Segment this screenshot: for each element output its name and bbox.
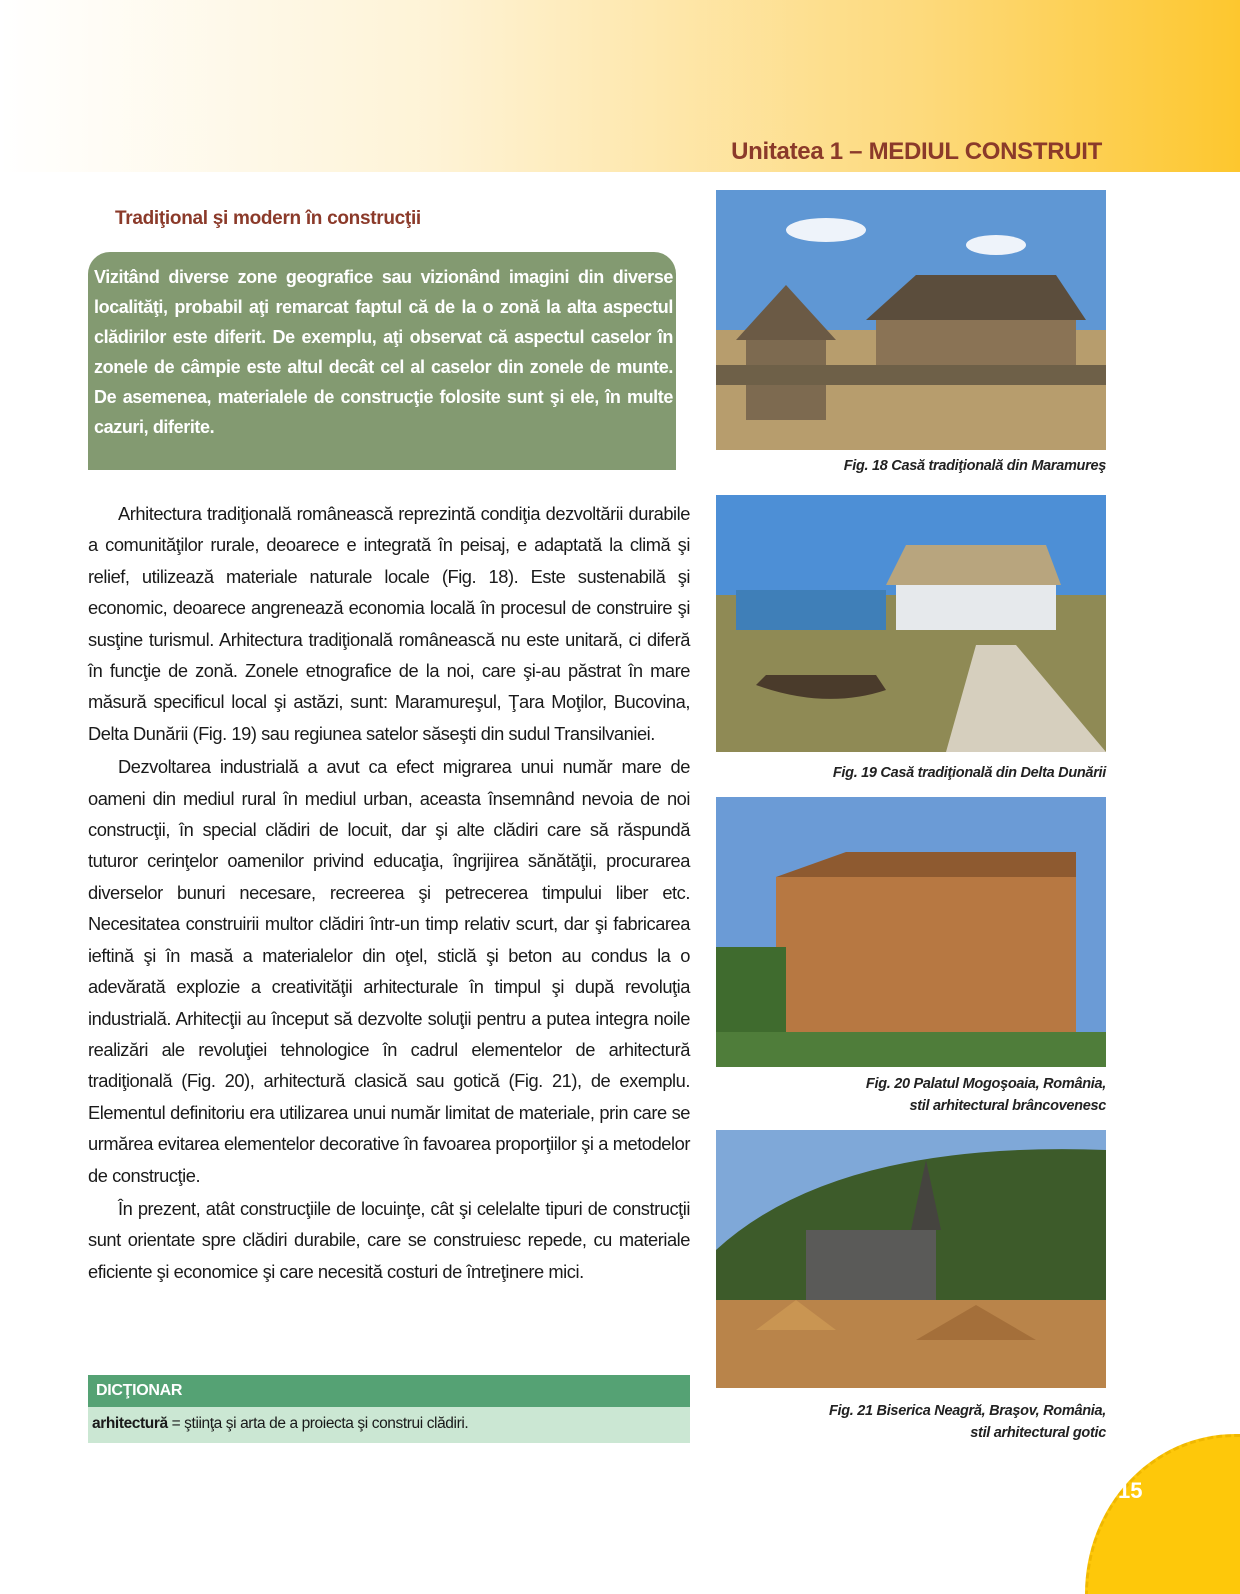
unit-title: Unitatea 1 – MEDIUL CONSTRUIT: [731, 138, 1102, 165]
figure-21-caption: [706, 1400, 1106, 1444]
dictionary-title: DICŢIONAR: [88, 1375, 690, 1407]
dictionary-term: arhitectură: [92, 1415, 168, 1432]
dictionary-definition: = ştiinţa şi arta de a proiecta şi construi clădiri.: [167, 1415, 469, 1432]
page-number-badge: [1085, 1434, 1240, 1594]
section-title: Tradiţional şi modern în construcţii: [115, 208, 421, 229]
dictionary-entry: [88, 1407, 690, 1443]
figure-18-image: [716, 190, 1106, 450]
body-text: [88, 498, 690, 1289]
figure-20-caption: [706, 1073, 1106, 1117]
paragraph: Arhitectura tradiţională românească reprezintă condiţia dezvoltării durabile a comunităţilor rurale, deoarece e integrată în peisaj, e adaptată la climă şi relief, utilizează materiale naturale locale (Fig. 18). Este sustenabilă şi economic, deoarece angrenează economia locală în procesul de construire şi susţine turismul. Arhitectura tradiţională românească nu este unitară, ci diferă în funcţie de zonă. Zonele etnografice de la noi, care şi-au păstrat în mare măsură specificul local şi astăzi, sunt: Maramureşul, Ţara Moţilor, Bucovina, Delta Dunării (Fig. 19) sau regiunea satelor săseşti din sudul Transilvaniei.: [88, 503, 690, 744]
figure-21-image: [716, 1130, 1106, 1388]
caption-line: Fig. 20 Palatul Mogoşoaia, România,: [865, 1076, 1106, 1092]
paragraph: Dezvoltarea industrială a avut ca efect migrarea unui număr mare de oameni din mediul rural în mediul urban, aceasta însemnând nevoia de noi construcţii, în special clădiri de locuit, dar şi alte clădiri care să răspundă tuturor cerinţelor oamenilor privind educaţia, îngrijirea sănătăţii, procurarea diverselor bunuri necesare, recreerea şi petrecerea timpului liber etc. Necesitatea construirii multor clădiri într-un timp relativ scurt, dar şi fabricarea ieftină şi în masă a materialelor din oţel, sticlă şi beton au condus la o adevărată explozie a creativităţii arhitecturale în timpul şi după revoluţia industrială. Arhitecţii au început să dezvolte soluţii pentru a putea integra noile realizări ale revoluţiei tehnologice în cadrul elementelor de arhitectură tradiţională (Fig. 20), arhitectură clasică sau gotică (Fig. 21), de exemplu. Elementul definitoriu era utilizarea unui număr limitat de materiale, prin care se urmărea evitarea elementelor decorative în favoarea proporţiilor şi a metodelor de construcţie.: [88, 756, 690, 1186]
caption-line: stil arhitectural brâncovenesc: [909, 1098, 1106, 1114]
caption-line: Fig. 21 Biserica Neagră, Braşov, România,: [828, 1403, 1106, 1419]
figure-18-caption: Fig. 18 Casă tradiţională din Maramureş: [843, 458, 1106, 474]
figure-19-caption: Fig. 19 Casă tradiţională din Delta Dunării: [832, 765, 1106, 781]
paragraph: În prezent, atât construcţiile de locuinţe, cât şi celelalte tipuri de construcţii sunt orientate spre clădiri durabile, care se construiesc repede, cu materiale eficiente şi economice şi care necesită costuri de întreţinere mici.: [88, 1197, 690, 1282]
intro-box: Vizitând diverse zone geografice sau vizionând imagini din diverse localităţi, probabil aţi remarcat faptul că de la o zonă la alta aspectul clădirilor este diferit. De exemplu, aţi observat că aspectul caselor în zonele de câmpie este altul decât cel al caselor din zonele de munte. De asemenea, materialele de construcţie folosite sunt şi ele, în multe cazuri, diferite.: [88, 252, 676, 470]
dictionary-box: [88, 1375, 690, 1443]
page-number: 15: [1118, 1478, 1143, 1503]
figure-19-image: [716, 495, 1106, 752]
figure-20-image: [716, 797, 1106, 1067]
caption-line: stil arhitectural gotic: [970, 1425, 1106, 1441]
